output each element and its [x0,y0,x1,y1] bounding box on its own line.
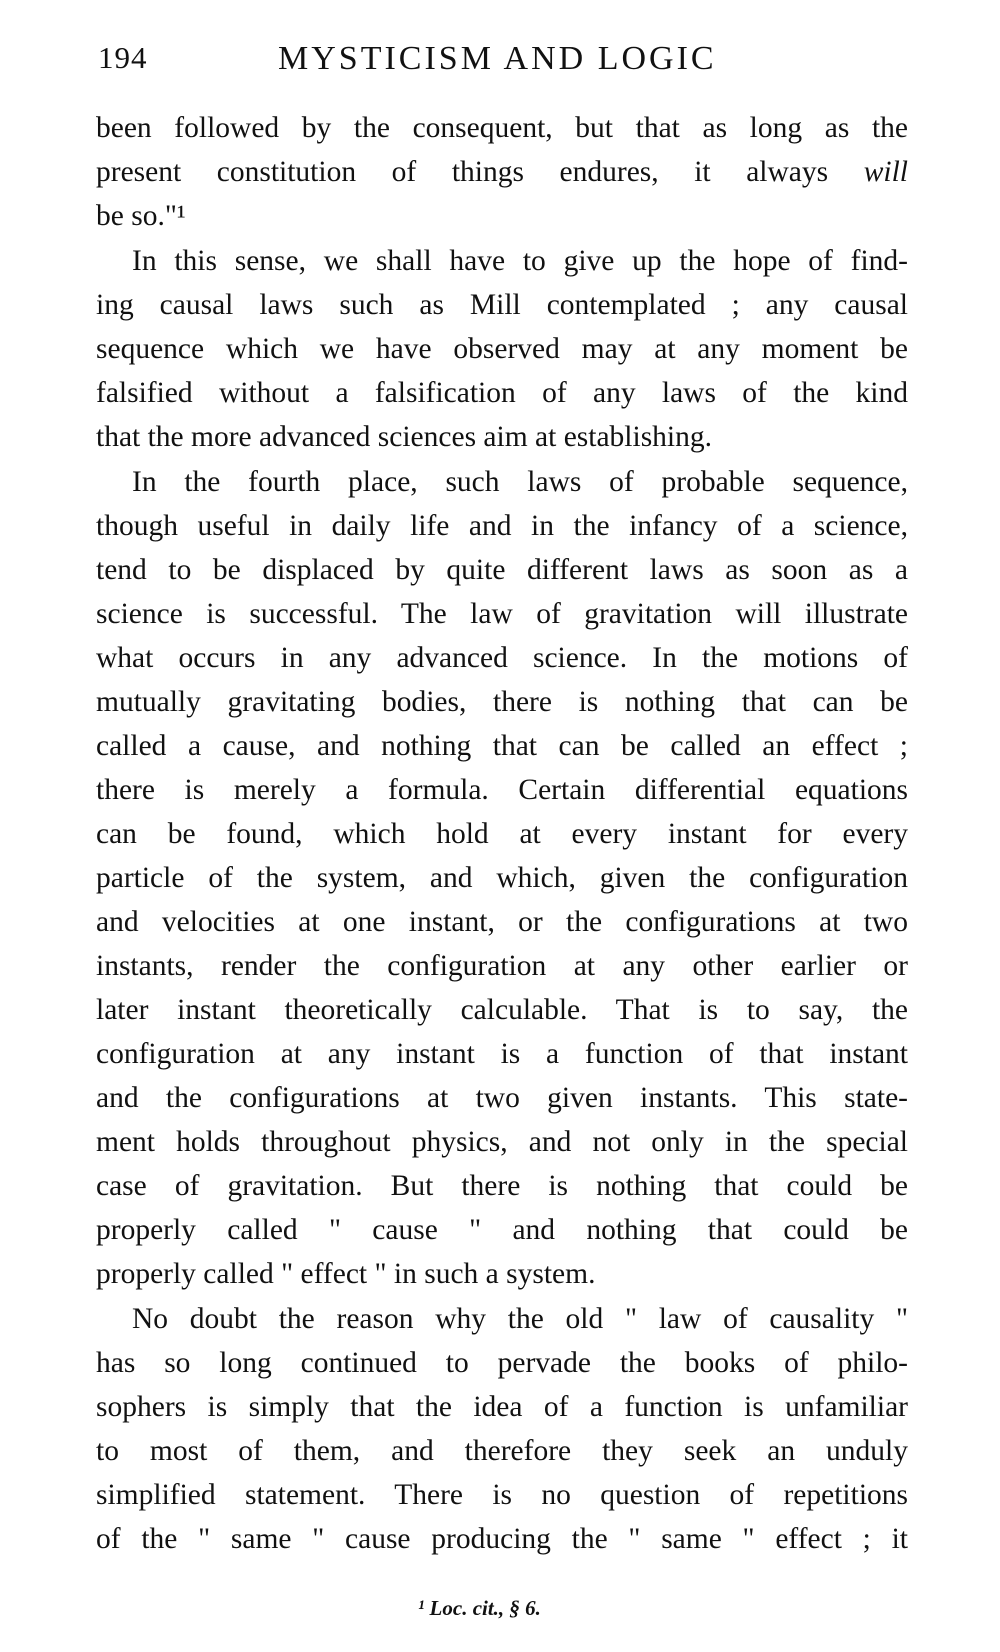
text-line: and velocities at one instant, or the configurations at two [96,906,908,938]
text-line: to most of them, and therefore they seek an unduly [96,1435,908,1467]
text-line: and the configurations at two given instants. This state- [96,1082,908,1114]
text-line: science is successful. The law of gravitation will illustrate [96,598,908,630]
emphasis-will: will [863,156,908,188]
text-line: mutually gravitating bodies, there is nothing that can be [96,686,908,718]
text-line: has so long continued to pervade the books of philo- [96,1347,908,1379]
text-line: be so."¹ [96,200,186,232]
page-header [98,40,908,88]
text-line: tend to be displaced by quite different laws as soon as a [96,554,908,586]
page-number: 194 [98,40,148,75]
text-line: particle of the system, and which, given the configuration [96,862,908,894]
text-line: falsified without a falsification of any laws of the kind [96,377,908,409]
footnote-text: Loc. cit., § 6. [429,1596,541,1620]
text-line: properly called " effect " in such a system. [96,1258,596,1290]
text-line: can be found, which hold at every instant for every [96,818,908,850]
text-line: properly called " cause " and nothing that could be [96,1214,908,1246]
running-head: MYSTICISM AND LOGIC [278,40,717,77]
text-line: what occurs in any advanced science. In the motions of [96,642,908,674]
text-line: there is merely a formula. Certain differential equations [96,774,908,806]
text-line: instants, render the configuration at any other earlier or [96,950,908,982]
text-line: called a cause, and nothing that can be called an effect ; [96,730,908,762]
text-line: case of gravitation. But there is nothing that could be [96,1170,908,1202]
text-line: In the fourth place, such laws of probable sequence, [132,466,908,498]
text-line: sequence which we have observed may at any moment be [96,333,908,365]
text-line: No doubt the reason why the old " law of causality " [132,1303,908,1335]
footnote [418,1596,541,1621]
text-line: sophers is simply that the idea of a function is unfamiliar [96,1391,908,1423]
text-line: ing causal laws such as Mill contemplated ; any causal [96,289,908,321]
body-text [96,106,908,1561]
text-line: of the " same " cause producing the " same " effect ; it [96,1523,908,1555]
text-line: that the more advanced sciences aim at establishing. [96,421,712,453]
text-line: In this sense, we shall have to give up the hope of find- [132,245,908,277]
text-line: been followed by the consequent, but that as long as the [96,112,908,144]
text-line: configuration at any instant is a function of that instant [96,1038,908,1070]
text-line: present constitution of things endures, it always will [96,156,908,188]
text-line: later instant theoretically calculable. That is to say, the [96,994,908,1026]
text-line: simplified statement. There is no question of repetitions [96,1479,908,1511]
footnote-marker: ¹ [418,1596,425,1620]
text-line: ment holds throughout physics, and not only in the special [96,1126,908,1158]
text-line: though useful in daily life and in the infancy of a science, [96,510,908,542]
